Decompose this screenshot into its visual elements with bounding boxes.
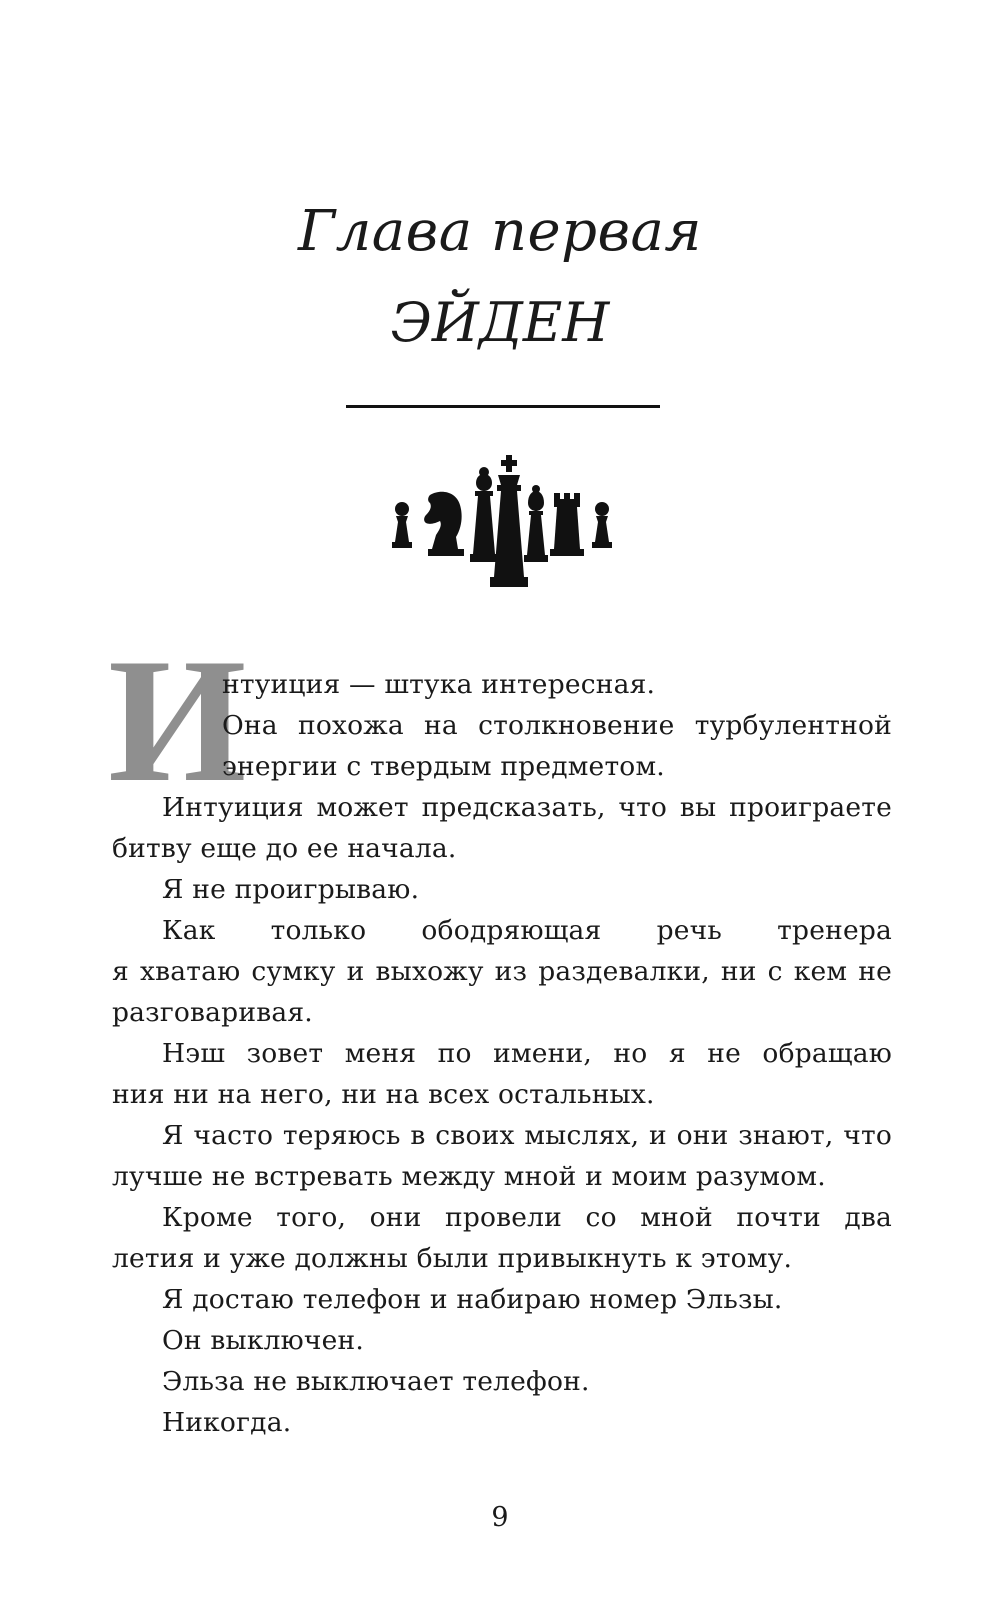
text-line: Как только ободряющая речь тренера	[162, 915, 892, 946]
text-line: Я достаю телефон и набираю номер Эльзы.	[162, 1284, 783, 1315]
text-line: нтуиция — штука интересная.	[222, 669, 656, 700]
chess-pieces-icon	[390, 455, 620, 600]
bishop-right-icon	[524, 485, 548, 562]
chapter-title: Глава первая	[297, 199, 702, 264]
text-line: энергии с твердым предметом.	[222, 751, 665, 782]
bishop-icon	[470, 467, 498, 562]
text-line: Нэш зовет меня по имени, но я не обращаю	[162, 1038, 892, 1069]
king-icon	[490, 455, 528, 587]
text-line: я хватаю сумку и выхожу из раздевалки, ни с кем не	[112, 956, 892, 987]
text-line: Он выключен.	[162, 1325, 364, 1356]
text-line: битву еще до ее начала.	[112, 833, 457, 864]
text-line: разговаривая.	[112, 997, 313, 1028]
pawn-right-icon	[592, 502, 612, 548]
text-line: летия и уже должны были привыкнуть к этому.	[112, 1243, 793, 1274]
pawn-left-icon	[392, 502, 412, 548]
text-line: Интуиция может предсказать, что вы проиграете	[162, 792, 892, 823]
text-line: Никогда.	[162, 1407, 292, 1438]
text-line: Кроме того, они провели со мной почти два	[162, 1202, 892, 1233]
text-line: Я не проигрываю.	[162, 874, 420, 905]
rook-icon	[550, 493, 584, 556]
text-line: Эльза не выключает телефон.	[162, 1366, 590, 1397]
chapter-body-text	[112, 664, 892, 1443]
text-line: ния ни на него, ни на всех остальных.	[112, 1079, 655, 1110]
text-line: Я часто теряюсь в своих мыслях, и они знают, что	[162, 1120, 892, 1151]
text-line: Она похожа на столкновение турбулентной	[222, 710, 892, 741]
knight-icon	[424, 492, 464, 556]
chapter-character-name: ЭЙДЕН	[390, 291, 610, 354]
drop-cap-letter: И	[108, 621, 247, 819]
title-divider	[346, 405, 660, 408]
text-line: лучше не встревать между мной и моим разумом.	[112, 1161, 826, 1192]
page-number: 9	[491, 1502, 509, 1533]
